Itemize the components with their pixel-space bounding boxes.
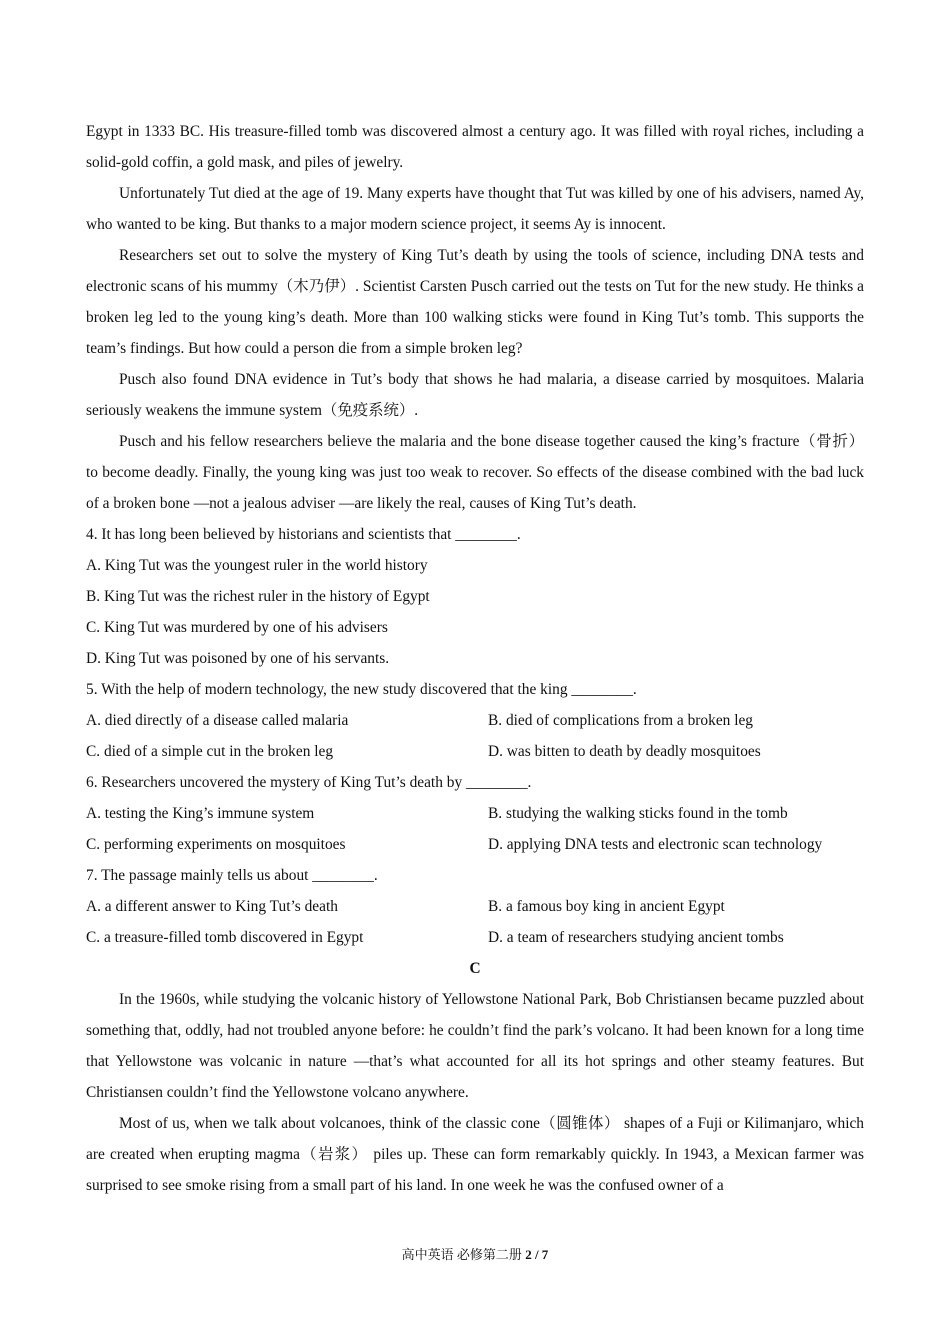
footer-label: 高中英语 必修第二册 [401,1247,522,1262]
question-7-option-d: D. a team of researchers studying ancient tombs [488,929,784,946]
question-5-option-d: D. was bitten to death by deadly mosquitoes [488,743,761,760]
passage-b-paragraph: Researchers set out to solve the mystery of King Tut’s death by using the tools of science, including DNA tests and electronic scans of his mummy（木乃伊）. Scientist Carsten Pusch carried out the tests on Tut for the new study. He thinks a broken leg led to the young king’s death. More than 100 walking sticks were found in King Tut’s tomb. This supports the team’s findings. But how could a person die from a simple broken leg? [86,247,864,357]
passage-b-paragraph: Unfortunately Tut died at the age of 19. Many experts have thought that Tut was killed by one of his advisers, named Ay, who wanted to be king. But thanks to a major modern science project, it seems Ay is innocent. [86,185,864,233]
question-5-option-b: B. died of complications from a broken leg [488,712,753,729]
section-c-title: C [469,960,481,977]
question-6-option-a: A. testing the King’s immune system [86,805,315,822]
page-footer [0,1244,950,1263]
question-6-options-row [86,798,864,829]
passage-b-paragraph: Egypt in 1333 BC. His treasure-filled tomb was discovered almost a century ago. It was filled with royal riches, including a solid-gold coffin, a gold mask, and piles of jewelry. [86,123,864,171]
page-number: 2 / 7 [525,1247,549,1262]
question-7-options-row [86,891,864,922]
question-6-option-b: B. studying the walking sticks found in the tomb [488,805,788,822]
document-page [86,116,864,1201]
question-7-option-c: C. a treasure-filled tomb discovered in Egypt [86,929,364,946]
question-5-options-row [86,705,864,736]
question-4-option-b: B. King Tut was the richest ruler in the history of Egypt [86,588,430,605]
question-4-option-a: A. King Tut was the youngest ruler in the world history [86,557,428,574]
question-5-option-c: C. died of a simple cut in the broken leg [86,743,334,760]
passage-c-paragraph: Most of us, when we talk about volcanoes, think of the classic cone（圆锥体） shapes of a Fuji or Kilimanjaro, which are created when erupting magma（岩浆） piles up. These can form remarkably quickly. In 1943, a Mexican farmer was surprised to see smoke rising from a small part of his land. In one week he was the confused owner of a [86,1115,864,1194]
question-6-option-c: C. performing experiments on mosquitoes [86,836,346,853]
passage-c-paragraph: In the 1960s, while studying the volcanic history of Yellowstone National Park, Bob Christiansen became puzzled about something that, oddly, had not troubled anyone before: he couldn’t find the park’s volcano. It had been known for a long time that Yellowstone was volcanic in nature —that’s what accounted for all its hot springs and other steamy features. But Christiansen couldn’t find the Yellowstone volcano anywhere. [86,991,864,1101]
question-7-option-b: B. a famous boy king in ancient Egypt [488,898,725,915]
question-4-option-d: D. King Tut was poisoned by one of his servants. [86,650,390,667]
passage-b-paragraph: Pusch also found DNA evidence in Tut’s body that shows he had malaria, a disease carried by mosquitoes. Malaria seriously weakens the immune system（免疫系统）. [86,371,864,419]
passage-b-paragraph: Pusch and his fellow researchers believe the malaria and the bone disease together caused the king’s fracture（骨折） to become deadly. Finally, the young king was just too weak to recover. So effects of the disease combined with the bad luck of a broken bone —not a jealous adviser —are likely the real, causes of King Tut’s death. [86,433,864,512]
question-7-options-row [86,922,864,953]
question-6-option-d: D. applying DNA tests and electronic scan technology [488,836,823,853]
question-6-stem: 6. Researchers uncovered the mystery of King Tut’s death by ________. [86,774,532,791]
question-5-stem: 5. With the help of modern technology, the new study discovered that the king ________. [86,681,637,698]
question-5-options-row [86,736,864,767]
question-4-option-c: C. King Tut was murdered by one of his advisers [86,619,388,636]
question-7-stem: 7. The passage mainly tells us about ________. [86,867,378,884]
question-7-option-a: A. a different answer to King Tut’s death [86,898,338,915]
question-4-stem: 4. It has long been believed by historians and scientists that ________. [86,526,521,543]
question-5-option-a: A. died directly of a disease called malaria [86,712,349,729]
question-6-options-row [86,829,864,860]
